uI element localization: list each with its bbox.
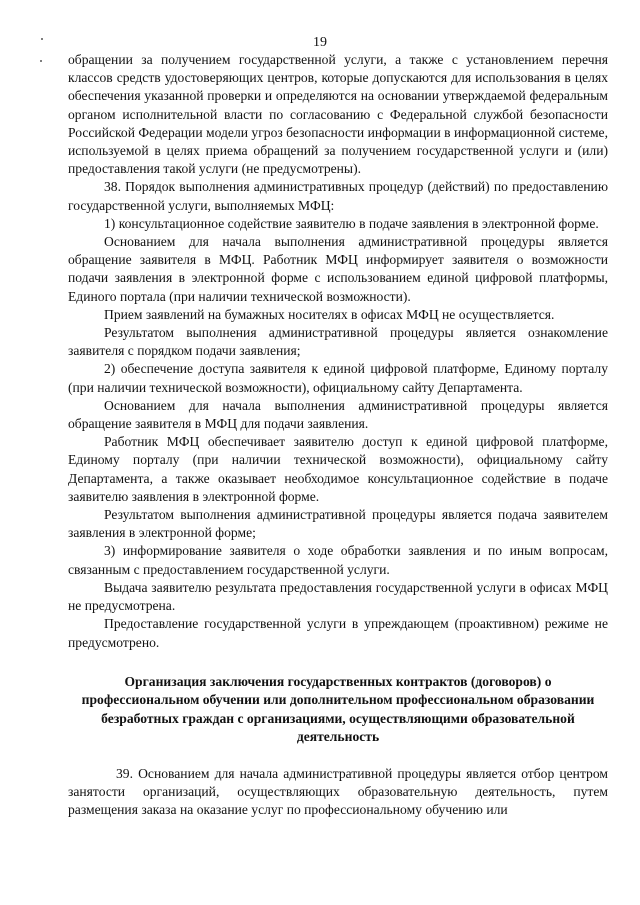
paragraph: Основанием для начала выполнения административной процедуры является обращение заявителя в МФЦ. Работник МФЦ информирует заявителя о возможности подачи заявления в электронной форме с использованием единой цифровой платформы, Единого портала (при наличии технической возможности).: [68, 234, 608, 304]
paragraph: Результатом выполнения административной процедуры является подача заявителем заявления в электронной форме;: [68, 507, 608, 541]
paragraph: Прием заявлений на бумажных носителях в офисах МФЦ не осуществляется.: [104, 306, 555, 322]
paragraph: Результатом выполнения административной процедуры является ознакомление заявителя с порядком подачи заявления;: [68, 325, 608, 359]
section-heading: Организация заключения государственных контрактов (договоров) о профессиональном обучении или дополнительном профессиональном образовании безработных граждан с организациями, осуществляющими образовательной деятельность: [81, 673, 595, 745]
paragraph: Выдача заявителю результата предоставления государственной услуги в офисах МФЦ не предусмотрена.: [68, 579, 608, 614]
paragraph: Предоставление государственной услуги в упреждающем (проактивном) режиме не предусмотрено.: [68, 616, 608, 650]
paragraph: обращении за получением государственной услуги, а также с установлением перечня классов средств удостоверяющих центров, которые допускаются для использования в целях обеспечения указанной проверки и определяются на основании утверждаемой федеральным органом исполнительной власти по согласованию с Федеральной службой безопасности Российской Федерации модели угроз безопасности информации в информационной системе, используемой в целях приема обращений за получением государственной услуги и (или) предоставления такой услуги (не предусмотрены).: [68, 52, 608, 177]
paragraph: 3) информирование заявителя о ходе обработки заявления и по иным вопросам, связанным с предоставлением государственной услуги.: [68, 543, 608, 577]
paragraph: Работник МФЦ обеспечивает заявителю доступ к единой цифровой платформе, Единому порталу (при наличии технической возможности), официальному сайту Департамента, а также оказывает необходимое консультационное содействие в подаче заявителю заявления в электронной форме.: [68, 434, 608, 504]
paragraph: 2) обеспечение доступа заявителя к единой цифровой платформе, Единому порталу (при наличии технической возможности), официальному сайту Департамента.: [68, 361, 608, 395]
document-body: [68, 51, 608, 820]
paragraph: Основанием для начала выполнения административной процедуры является обращение заявителя в МФЦ для подачи заявления.: [68, 397, 608, 432]
paragraph: 38. Порядок выполнения административных процедур (действий) по предоставлению государственной услуги, выполняемых МФЦ:: [68, 179, 608, 213]
scan-speck: [40, 60, 42, 62]
paragraph: 1) консультационное содействие заявителю в подаче заявления в электронной форме.: [104, 215, 599, 231]
paragraph: 39. Основанием для начала административной процедуры является отбор центром занятости организаций, осуществляющих образовательную деятельность, путем размещения заказа на оказание услуг по профессиональному обучению или: [68, 766, 608, 818]
page-number: 19: [313, 35, 327, 50]
